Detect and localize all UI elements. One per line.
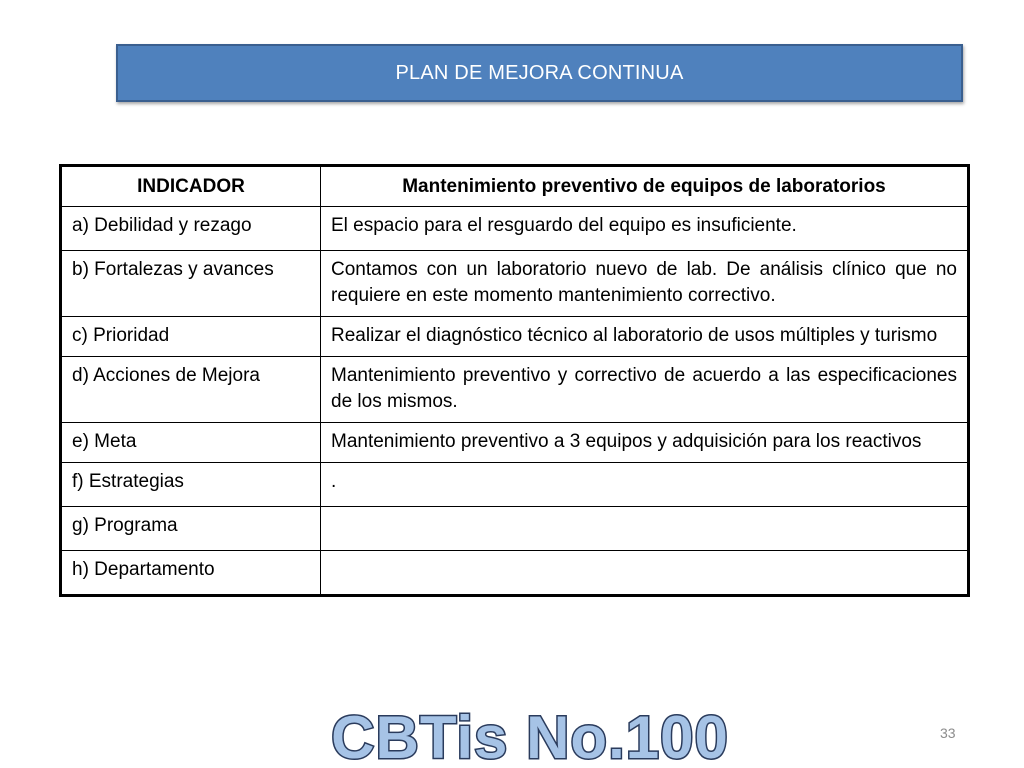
table-row <box>61 317 969 357</box>
row-value: Contamos con un laboratorio nuevo de lab. De análisis clínico que no requiere en este momento mantenimiento correctivo. <box>321 251 969 317</box>
row-value: Mantenimiento preventivo a 3 equipos y adquisición para los reactivos <box>321 423 969 463</box>
row-value: Mantenimiento preventivo y correctivo de acuerdo a las especificaciones de los mismos. <box>321 357 969 423</box>
row-value: . <box>321 463 969 507</box>
row-label: c) Prioridad <box>61 317 321 357</box>
title-banner <box>116 44 963 102</box>
cbtis-logo <box>331 700 729 768</box>
row-label: f) Estrategias <box>61 463 321 507</box>
row-value <box>321 551 969 596</box>
page-number: 33 <box>940 725 956 741</box>
header-indicador: INDICADOR <box>61 166 321 207</box>
header-description: Mantenimiento preventivo de equipos de laboratorios <box>321 166 969 207</box>
slide-title: PLAN DE MEJORA CONTINUA <box>395 61 684 84</box>
table-row <box>61 507 969 551</box>
plan-table <box>59 164 970 597</box>
table-row <box>61 207 969 251</box>
row-label: b) Fortalezas y avances <box>61 251 321 317</box>
table-row <box>61 423 969 463</box>
row-label: a) Debilidad y rezago <box>61 207 321 251</box>
table-header-row <box>61 166 969 207</box>
row-label: e) Meta <box>61 423 321 463</box>
table-row <box>61 251 969 317</box>
row-label: h) Departamento <box>61 551 321 596</box>
table-row <box>61 463 969 507</box>
row-value <box>321 507 969 551</box>
row-label: d) Acciones de Mejora <box>61 357 321 423</box>
logo-text: CBTis No.100 <box>331 704 729 768</box>
table-row <box>61 551 969 596</box>
row-value: Realizar el diagnóstico técnico al laboratorio de usos múltiples y turismo <box>321 317 969 357</box>
table-row <box>61 357 969 423</box>
row-value: El espacio para el resguardo del equipo es insuficiente. <box>321 207 969 251</box>
row-label: g) Programa <box>61 507 321 551</box>
